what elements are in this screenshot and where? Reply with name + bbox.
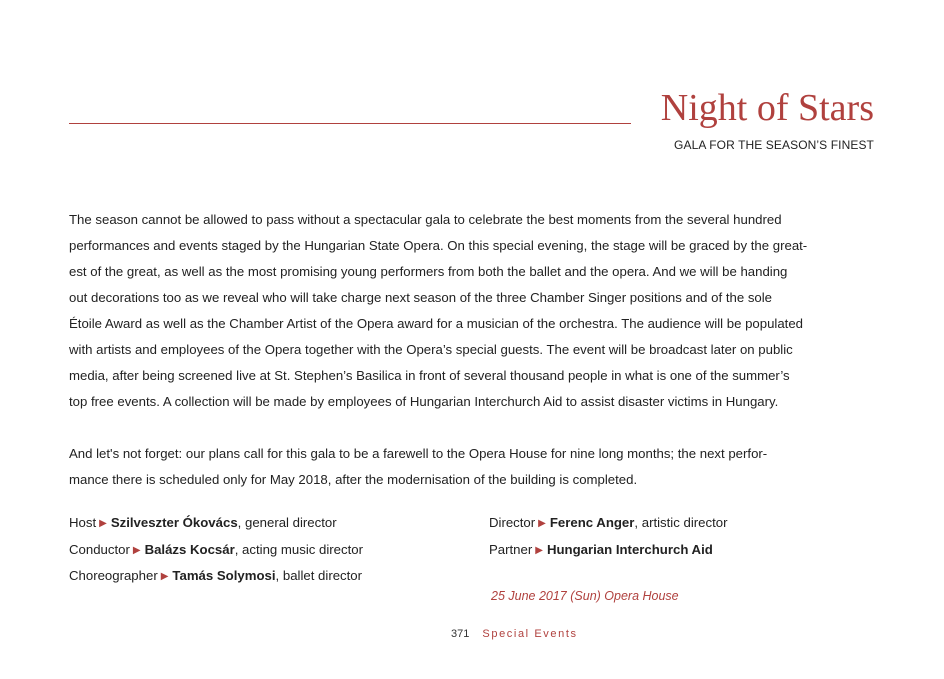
- credit-detail: , artistic director: [634, 515, 728, 530]
- credit-role: Director: [489, 515, 536, 530]
- credit-name: Szilveszter Ókovács: [110, 515, 238, 530]
- credit-row-conductor: [69, 538, 363, 565]
- credit-row-partner: [489, 538, 727, 565]
- paragraph-1-line: with artists and employees of the Opera together with the Opera’s special guests. The event will be broadcast later on public: [69, 342, 793, 357]
- credit-detail: , general director: [237, 515, 337, 530]
- page-footer: [451, 628, 578, 640]
- triangle-right-icon: ▶: [535, 544, 543, 556]
- paragraph-1-line: out decorations too as we reveal who will take charge next season of the three Chamber Singer positions and of the sole: [69, 290, 773, 305]
- credit-role: Conductor: [69, 541, 130, 557]
- paragraph-1-line: The season cannot be allowed to pass without a spectacular gala to celebrate the best moments from the several hundred: [69, 212, 782, 227]
- triangle-right-icon: ▶: [538, 518, 546, 529]
- credit-row-host: [69, 511, 363, 538]
- credit-role: Partner: [489, 541, 533, 557]
- section-name: Special Events: [482, 628, 578, 640]
- paragraph-1-line: Étoile Award as well as the Chamber Artist of the Opera award for a musician of the orchestra. The audience will be populated: [69, 316, 804, 331]
- page-title: Night of Stars: [660, 87, 874, 129]
- credit-detail: , acting music director: [234, 541, 363, 557]
- credits-right-column: [489, 511, 727, 564]
- credit-name: Ferenc Anger: [549, 515, 635, 530]
- credit-row-director: [489, 511, 727, 538]
- credit-name: Tamás Solymosi: [172, 568, 276, 583]
- credit-row-choreographer: [69, 564, 363, 591]
- credit-name: Hungarian Interchurch Aid: [546, 541, 713, 557]
- credit-role: Choreographer: [69, 568, 158, 583]
- triangle-right-icon: ▶: [132, 544, 141, 556]
- paragraph-1-line: performances and events staged by the Hungarian State Opera. On this special evening, the stage will be graced by the great-: [69, 238, 808, 253]
- title-rule-divider: [69, 123, 631, 124]
- page-number: 371: [451, 628, 470, 640]
- triangle-right-icon: ▶: [99, 518, 107, 529]
- credit-name: Balázs Kocsár: [144, 541, 235, 557]
- credit-detail: , ballet director: [275, 568, 363, 583]
- paragraph-1-line: est of the great, as well as the most promising young performers from both the ballet and the opera. And we will be handing: [69, 264, 788, 279]
- paragraph-2-line: mance there is scheduled only for May 2018, after the modernisation of the building is completed.: [69, 472, 638, 487]
- paragraph-gap: [69, 415, 881, 441]
- credit-role: Host: [69, 515, 97, 530]
- page-subtitle: GALA FOR THE SEASON’S FINEST: [674, 138, 874, 152]
- paragraph-2-line: And let's not forget: our plans call for this gala to be a farewell to the Opera House for nine long months; the next perfor-: [69, 446, 768, 461]
- event-date-venue: 25 June 2017 (Sun) Opera House: [491, 589, 679, 603]
- body-text: [69, 207, 881, 493]
- paragraph-1-line: media, after being screened live at St. Stephen’s Basilica in front of several thousand people in what is one of the summer’s: [69, 368, 790, 383]
- paragraph-1-line: top free events. A collection will be made by employees of Hungarian Interchurch Aid to assist disaster victims in Hungary.: [69, 394, 779, 409]
- triangle-right-icon: ▶: [160, 571, 169, 582]
- credits-left-column: [69, 511, 363, 591]
